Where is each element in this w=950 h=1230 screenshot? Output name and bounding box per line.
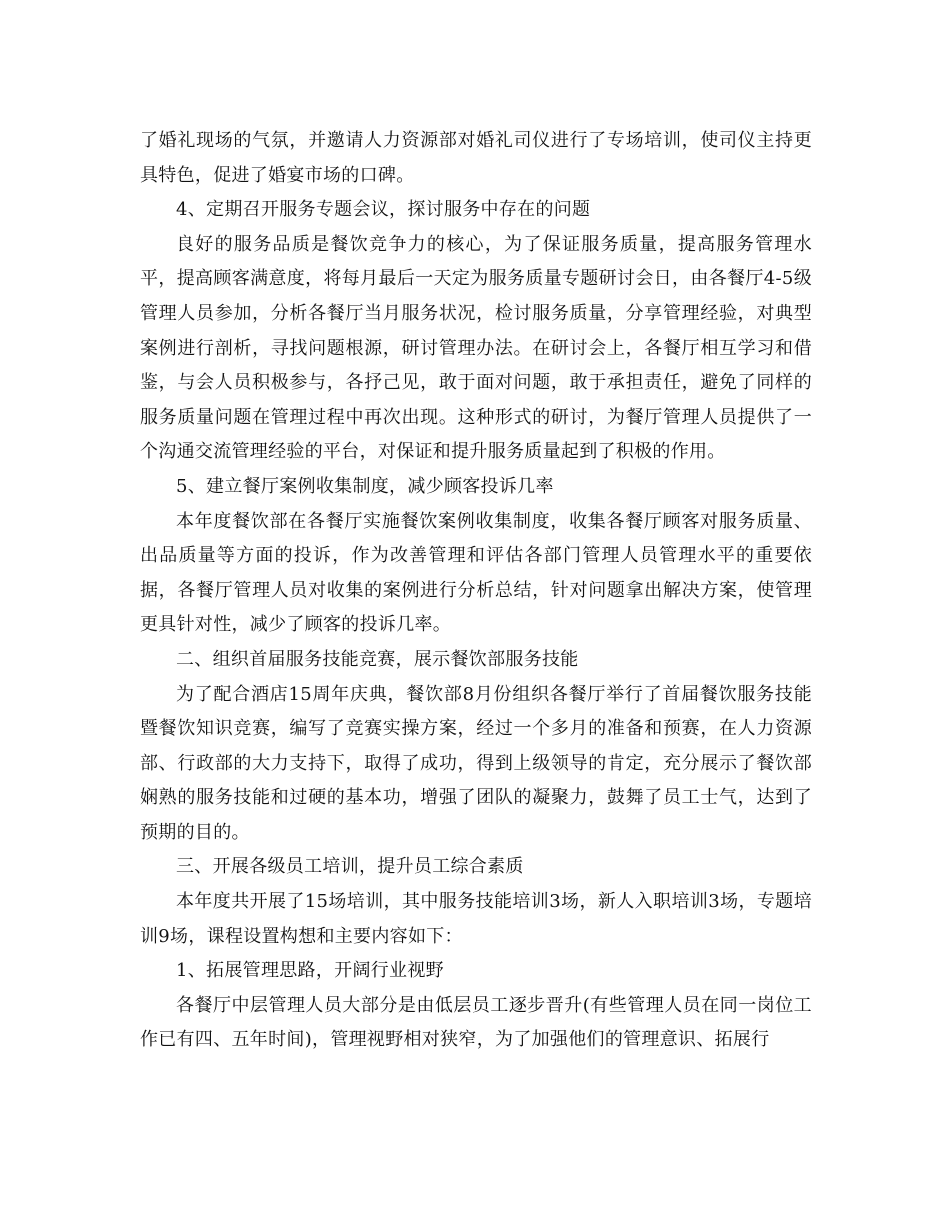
heading-case-collection: 5、建立餐厅案例收集制度，减少顾客投诉几率 — [176, 475, 554, 497]
heading-service-meetings: 4、定期召开服务专题会议，探讨服务中存在的问题 — [176, 199, 591, 221]
paragraph-continuation: 了婚礼现场的气氛，并邀请人力资源部对婚礼司仪进行了专场培训，使司仪主持更具特色，促进了婚宴市场的口碑。 — [140, 130, 812, 186]
paragraph-training-overview: 本年度共开展了15场培训，其中服务技能培训3场，新人入职培训3场，专题培训9场，课程设置构想和主要内容如下： — [140, 891, 812, 947]
paragraph-management-thinking: 各餐厅中层管理人员大部分是由低层员工逐步晋升(有些管理人员在同一岗位工作已有四、五年时间)，管理视野相对狭窄，为了加强他们的管理意识、拓展行 — [140, 994, 812, 1051]
heading-management-thinking: 1、拓展管理思路，开阔行业视野 — [176, 960, 444, 982]
paragraph-service-quality: 良好的服务品质是餐饮竞争力的核心，为了保证服务质量，提高服务管理水平，提高顾客满意度，将每月最后一天定为服务质量专题研讨会日，由各餐厅4-5级管理人员参加，分析各餐厅当月服务状况，检讨服务质量，分享管理经验，对典型案例进行剖析，寻找问题根源，研讨管理办法。在研讨会上，各餐厅相互学习和借鉴，与会人员积极参与，各抒己见，敢于面对问题，敢于承担责任，避免了同样的服务质量问题在管理过程中再次出现。这种形式的研讨，为餐厅管理人员提供了一个沟通交流管理经验的平台，对保证和提升服务质量起到了积极的作用。 — [140, 233, 812, 463]
heading-staff-training: 三、开展各级员工培训，提升员工综合素质 — [176, 856, 524, 878]
paragraph-skills-competition: 为了配合酒店15周年庆典，餐饮部8月份组织各餐厅举行了首届餐饮服务技能暨餐饮知识竞赛，编写了竞赛实操方案，经过一个多月的准备和预赛，在人力资源部、行政部的大力支持下，取得了成功，得到上级领导的肯定，充分展示了餐饮部娴熟的服务技能和过硬的基本功，增强了团队的凝聚力，鼓舞了员工士气，达到了预期的目的。 — [140, 683, 812, 843]
document-body — [140, 124, 812, 1058]
heading-skills-competition: 二、组织首届服务技能竞赛，展示餐饮部服务技能 — [176, 648, 579, 670]
paragraph-case-collection: 本年度餐饮部在各餐厅实施餐饮案例收集制度，收集各餐厅顾客对服务质量、出品质量等方面的投诉，作为改善管理和评估各部门管理人员管理水平的重要依据，各餐厅管理人员对收集的案例进行分析总结，针对问题拿出解决方案，使管理更具针对性，减少了顾客的投诉几率。 — [140, 510, 812, 636]
